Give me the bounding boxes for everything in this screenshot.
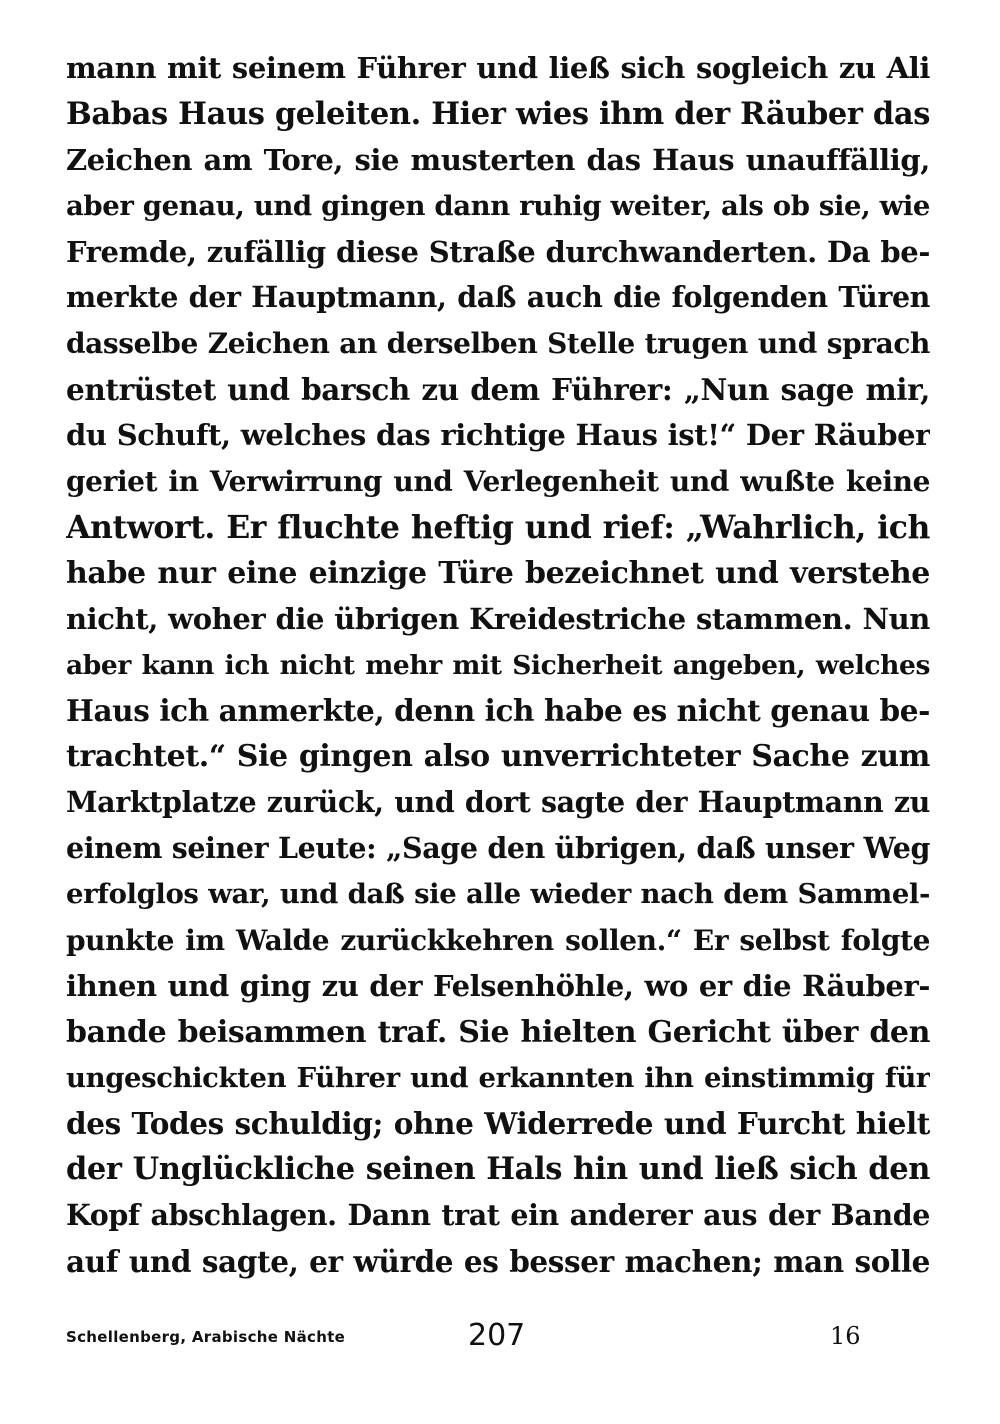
page-footer — [66, 1318, 930, 1362]
text-line: des Todes schuldig; ohne Widerrede und Furcht hielt — [66, 1106, 930, 1142]
text-line: einem seiner Leute: „Sage den übrigen, daß unser Weg — [66, 831, 930, 866]
text-line: aber genau, und gingen dann ruhig weiter, als ob sie, wie — [66, 189, 930, 222]
text-line: ihnen und ging zu der Felsenhöhle, wo er die Räuber- — [66, 968, 930, 1003]
text-line: ungeschickten Führer und erkannten ihn einstimmig für — [66, 1061, 930, 1094]
text-line: geriet in Verwirrung und Verlegenheit und wußte keine — [66, 465, 930, 499]
text-line: auf und sagte, er würde es besser machen; man solle — [66, 1244, 930, 1280]
text-line: aber kann ich nicht mehr mit Sicherheit angeben, welches — [66, 649, 930, 681]
text-line: erfolglos war, und daß sie alle wieder nach dem Sammel- — [66, 878, 930, 911]
text-line: bande beisammen traf. Sie hielten Gericht über den — [66, 1014, 930, 1050]
text-line: merkte der Hauptmann, daß auch die folgenden Türen — [66, 280, 930, 315]
text-line: trachtet.“ Sie gingen also unverrichteter Sache zum — [66, 739, 930, 775]
page-number: 207 — [468, 1318, 526, 1353]
text-line: habe nur eine einzige Türe bezeichnet und verstehe — [66, 555, 930, 591]
text-line: Kopf abschlagen. Dann trat ein anderer aus der Bande — [66, 1198, 930, 1233]
text-line: der Unglückliche seinen Hals hin und ließ sich den — [66, 1151, 930, 1188]
text-line: Fremde, zufällig diese Straße durchwanderten. Da be- — [66, 234, 930, 269]
text-line: punkte im Walde zurückkehren sollen.“ Er selbst folgte — [66, 923, 930, 957]
text-line: nicht, woher die übrigen Kreidestriche stammen. Nun — [66, 601, 930, 636]
text-line: Babas Haus geleiten. Hier wies ihm der Räuber das — [66, 95, 930, 132]
text-line: Zeichen am Tore, sie musterten das Haus unauffällig, — [66, 142, 930, 177]
text-line: Marktplatze zurück, und dort sagte der Hauptmann zu — [66, 785, 930, 820]
sheet-number: 16 — [830, 1322, 861, 1350]
text-line: du Schuft, welches das richtige Haus ist!“ Der Räuber — [66, 418, 930, 453]
body-text — [66, 46, 930, 1285]
text-line: Haus ich anmerkte, denn ich habe es nicht genau be- — [66, 693, 930, 729]
signature-mark: Schellenberg, Arabische Nächte — [66, 1328, 346, 1346]
text-line: Antwort. Er fluchte heftig und rief: „Wahrlich, ich — [66, 508, 930, 546]
text-line: mann mit seinem Führer und ließ sich sogleich zu Ali — [66, 51, 930, 85]
text-line: dasselbe Zeichen an derselben Stelle trugen und sprach — [66, 327, 930, 361]
text-line: entrüstet und barsch zu dem Führer: „Nun sage mir, — [66, 372, 930, 408]
